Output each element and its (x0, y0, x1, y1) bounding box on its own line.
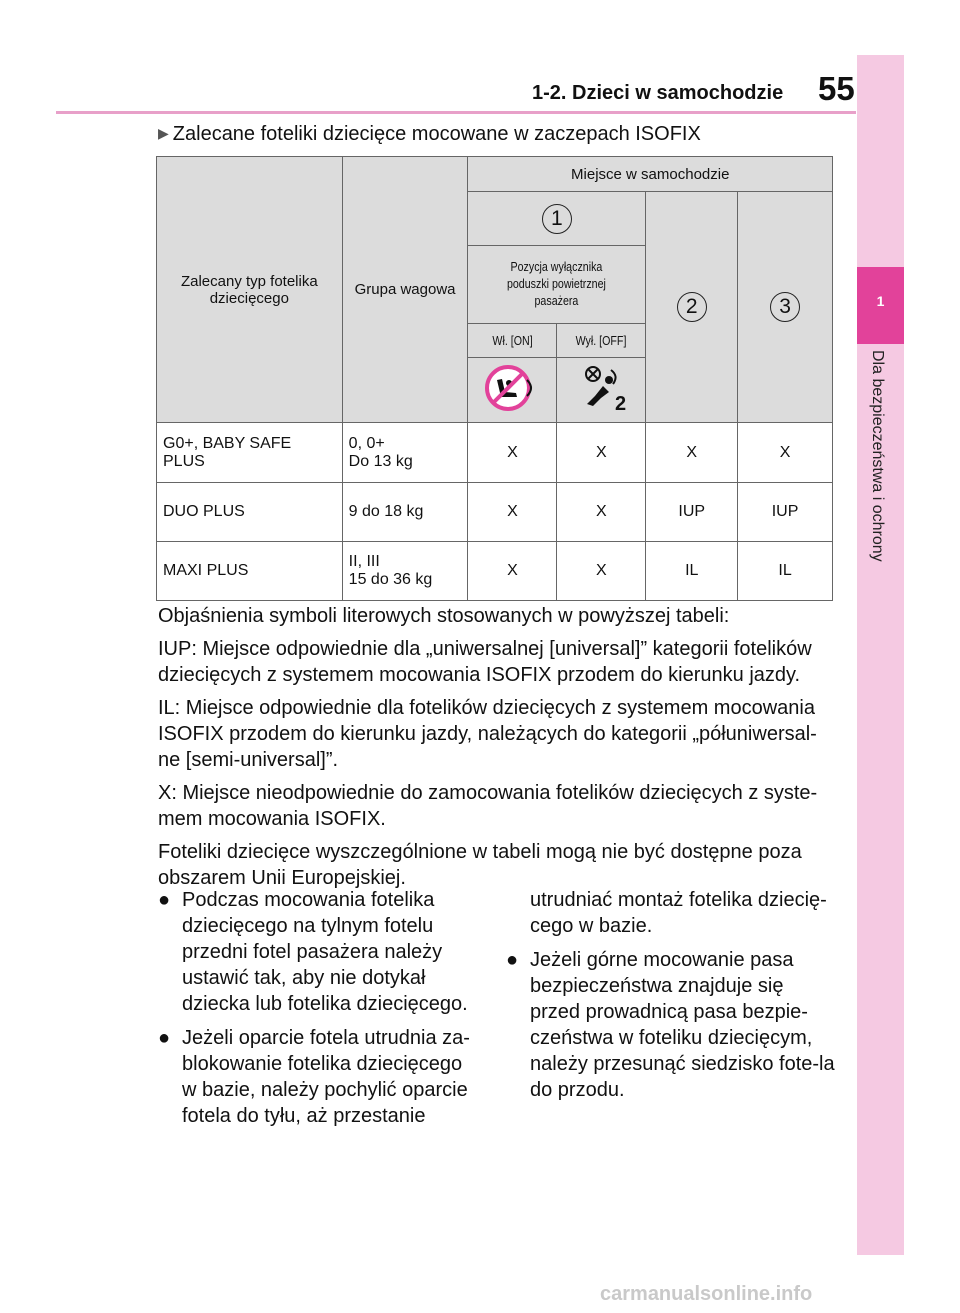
row-value: IUP (738, 483, 833, 542)
table-row (157, 483, 833, 542)
row-type: G0+, BABY SAFE PLUS (157, 423, 343, 483)
bullet-icon: ● (506, 949, 519, 971)
icon-on-cell (468, 358, 557, 423)
seat-1-header (468, 192, 646, 246)
bullet-icon: ● (158, 1027, 171, 1049)
row-value: X (468, 483, 557, 542)
row-value: X (738, 423, 833, 483)
list-item: ● Jeżeli oparcie fotela utrudnia za-blokowanie fotelika dziecięcego w bazie, należy pochylić oparcie fotela do tyłu, aż przestanie (158, 1027, 470, 1127)
chapter-title: Dla bezpieczeństwa i ochrony (869, 350, 886, 562)
seat-1-icon: 1 (542, 204, 572, 234)
row-weight: 9 do 18 kg (342, 483, 468, 542)
seat-3-header (738, 192, 833, 423)
row-value: IL (738, 542, 833, 601)
header-rule (56, 111, 856, 114)
watermark: carmanualsonline.info (600, 1283, 813, 1305)
explanation-iup: IUP: Miejsce odpowiednie dla „uniwersalnej [universal]” kategorii fotelików dziecięcych z systemem mocowania ISOFIX przodem do kierunku jazdy. (158, 638, 812, 686)
header-child-seat-type: Zalecany typ fotelika dziecięcego (157, 157, 343, 423)
right-column (506, 887, 836, 1111)
bullet-icon: ● (158, 889, 171, 911)
explanation-x: X: Miejsce nieodpowiednie do zamocowania fotelików dziecięcych z syste-mem mocowania ISOFIX. (158, 782, 818, 830)
switch-on-label: Wł. [ON] (468, 324, 557, 358)
header-weight-group: Grupa wagowa (342, 157, 468, 423)
list-item-continuation: utrudniać montaż fotelika dziecię-cego w bazie. (530, 889, 827, 937)
explanation-intro: Objaśnienia symboli literowych stosowanych w powyższej tabeli: (158, 605, 730, 627)
icon-off-cell (557, 358, 646, 423)
switch-off-label: Wył. [OFF] (557, 324, 646, 358)
isofix-table (156, 156, 833, 601)
airbag-off-digit: 2 (615, 393, 627, 414)
row-value: X (557, 542, 646, 601)
airbag-switch-label: Pozycja wyłącznika poduszki powietrznej pasażera (468, 246, 646, 324)
row-type: DUO PLUS (157, 483, 343, 542)
table-row (157, 423, 833, 483)
header-seating-position: Miejsce w samochodzie (468, 157, 833, 192)
row-weight: II, III 15 do 36 kg (342, 542, 468, 601)
subheading (158, 123, 701, 146)
seat-3-icon: 3 (770, 292, 800, 322)
row-value: X (557, 483, 646, 542)
row-type: MAXI PLUS (157, 542, 343, 601)
seat-2-icon: 2 (677, 292, 707, 322)
row-value: X (468, 423, 557, 483)
row-value: X (468, 542, 557, 601)
airbag-off-passenger-icon (571, 362, 631, 414)
triangle-bullet-icon: ▶ (158, 125, 169, 141)
airbag-on-rear-facing-seat-icon (483, 363, 541, 413)
list-item: ● Jeżeli górne mocowanie pasa bezpieczeństwa znajduje się przed prowadnicą pasa bezpie-czeństwa w foteliku dziecięcym, należy przesunąć siedzisko fote-la do przodu. (506, 949, 835, 1101)
sidebar-tab (857, 55, 904, 1255)
row-value: X (557, 423, 646, 483)
chapter-number: 1 (857, 267, 904, 344)
row-weight: 0, 0+ Do 13 kg (342, 423, 468, 483)
row-value: IL (646, 542, 738, 601)
seat-2-header (646, 192, 738, 423)
explanation-block (158, 603, 833, 898)
row-value: IUP (646, 483, 738, 542)
page-number: 55 (818, 70, 855, 107)
table-row (157, 542, 833, 601)
explanation-availability: Foteliki dziecięce wyszczególnione w tabeli mogą nie być dostępne poza obszarem Unii Europejskiej. (158, 841, 802, 889)
explanation-il: IL: Miejsce odpowiednie dla fotelików dziecięcych z systemem mocowania ISOFIX przodem do kierunku jazdy, należących do kategorii „półuniwersal-ne [semi-universal]”. (158, 697, 817, 771)
list-item: ● Podczas mocowania fotelika dziecięcego na tylnym fotelu przedni fotel pasażera należy ustawić tak, aby nie dotykał dziecka lub fotelika dziecięcego. (158, 889, 468, 1015)
left-column (158, 887, 476, 1137)
row-value: X (646, 423, 738, 483)
section-title: 1-2. Dzieci w samochodzie (532, 82, 784, 104)
subheading-text: Zalecane foteliki dziecięce mocowane w zaczepach ISOFIX (172, 123, 701, 145)
